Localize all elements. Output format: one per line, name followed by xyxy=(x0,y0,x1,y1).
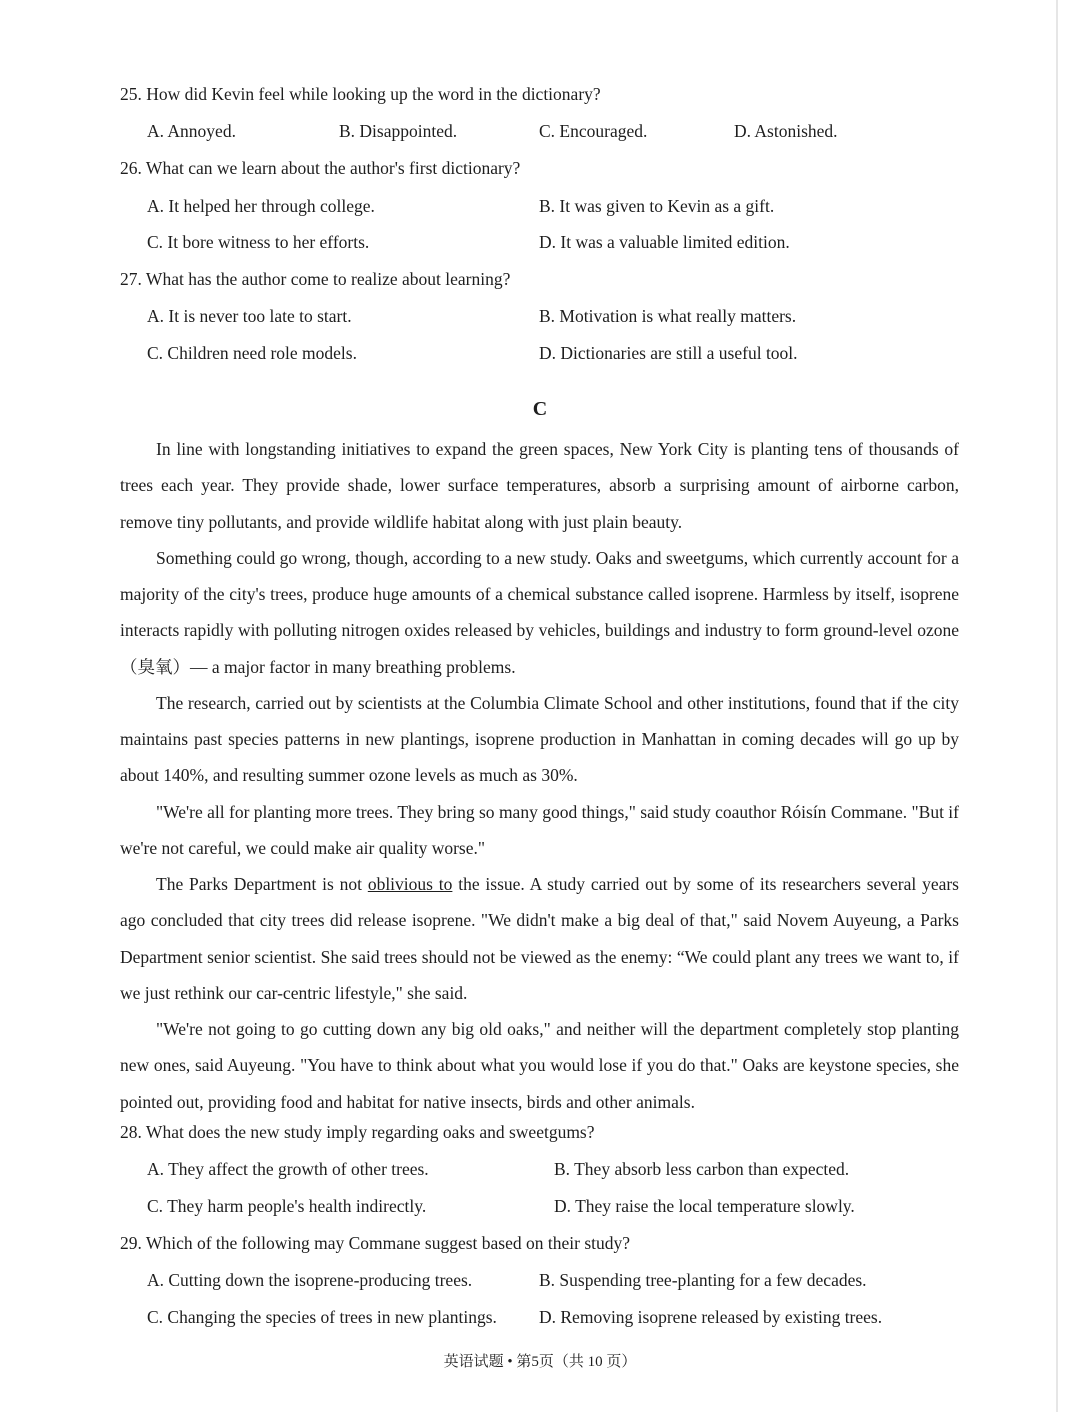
passage-paragraph-5-end: the issue. A study carried out by some of its researchers several years ago concluded that city trees did release isoprene. "We didn't make a big deal of that," said Novem Auyeung, a Parks Department senior scientist. She said trees should not be viewed as the enemy: “We could plant any trees we want to, if we just rethink our car-centric lifestyle," she said. xyxy=(120,874,959,1003)
page-edge-divider xyxy=(1056,0,1058,1412)
question-27-option-d: D. Dictionaries are still a useful tool. xyxy=(539,343,798,363)
question-25-option-a: A. Annoyed. xyxy=(147,121,236,141)
question-26-option-d: D. It was a valuable limited edition. xyxy=(539,232,790,252)
question-28-stem: 28. What does the new study imply regarding oaks and sweetgums? xyxy=(120,1122,595,1142)
question-27-option-c: C. Children need role models. xyxy=(147,343,357,363)
passage-paragraph-5-start: The Parks Department is not xyxy=(156,874,368,894)
question-26-option-c: C. It bore witness to her efforts. xyxy=(147,232,370,252)
question-29-option-a: A. Cutting down the isoprene-producing trees. xyxy=(147,1270,473,1290)
underlined-phrase: oblivious to xyxy=(367,874,453,894)
passage-paragraph-5 xyxy=(120,866,959,1011)
passage-paragraph-2: Something could go wrong, though, according to a new study. Oaks and sweetgums, which currently account for a majority of the city's trees, produce huge amounts of a chemical substance called isoprene. Harmless by itself, isoprene interacts rapidly with polluting nitrogen oxides released by vehicles, buildings and industry to form ground-level ozone（臭氧）— a major factor in many breathing problems. xyxy=(120,547,959,677)
question-27-stem: 27. What has the author come to realize about learning? xyxy=(120,269,511,289)
question-27-option-b: B. Motivation is what really matters. xyxy=(539,306,797,326)
question-26-option-b: B. It was given to Kevin as a gift. xyxy=(539,196,775,216)
passage-paragraph-6: "We're not going to go cutting down any big old oaks," and neither will the department completely stop planting new ones, said Auyeung. "You have to think about what you would lose if you do that." Oaks are keystone species, she pointed out, providing food and habitat for native insects, birds and other animals. xyxy=(120,1019,959,1112)
question-26-option-a: A. It helped her through college. xyxy=(147,196,375,216)
question-26-stem: 26. What can we learn about the author's first dictionary? xyxy=(120,158,521,178)
question-25-option-b: B. Disappointed. xyxy=(339,121,458,141)
question-29-option-c: C. Changing the species of trees in new plantings. xyxy=(147,1307,497,1327)
section-heading: C xyxy=(532,398,548,420)
reading-passage xyxy=(120,431,959,1120)
passage-paragraph-3: The research, carried out by scientists at the Columbia Climate School and other institutions, found that if the city maintains past species patterns in new plantings, isoprene production in Manhattan in coming decades will go up by about 140%, and resulting summer ozone levels as much as 30%. xyxy=(120,692,959,786)
question-25-option-c: C. Encouraged. xyxy=(539,121,648,141)
question-29-stem: 29. Which of the following may Commane suggest based on their study? xyxy=(120,1233,631,1253)
question-25-stem: 25. How did Kevin feel while looking up the word in the dictionary? xyxy=(120,84,601,104)
question-29-option-b: B. Suspending tree-planting for a few decades. xyxy=(539,1270,867,1290)
passage-paragraph-4: "We're all for planting more trees. They bring so many good things," said study coauthor Róisín Commane. "But if we're not careful, we could make air quality worse." xyxy=(120,801,959,858)
question-25-option-d: D. Astonished. xyxy=(734,121,838,141)
question-28-option-b: B. They absorb less carbon than expected. xyxy=(554,1159,850,1179)
question-28-option-c: C. They harm people's health indirectly. xyxy=(147,1196,427,1216)
question-27-option-a: A. It is never too late to start. xyxy=(147,306,352,326)
question-28-option-a: A. They affect the growth of other trees. xyxy=(147,1159,429,1179)
passage-paragraph-1: In line with longstanding initiatives to expand the green spaces, New York City is planting tens of thousands of trees each year. They provide shade, lower surface temperatures, absorb a surprising amount of airborne carbon, remove tiny pollutants, and provide wildlife habitat along with just plain beauty. xyxy=(120,439,959,532)
question-28-option-d: D. They raise the local temperature slowly. xyxy=(554,1196,855,1216)
page-footer: 英语试题 • 第5页（共 10 页） xyxy=(443,1354,637,1370)
question-29-option-d: D. Removing isoprene released by existing trees. xyxy=(539,1307,883,1327)
